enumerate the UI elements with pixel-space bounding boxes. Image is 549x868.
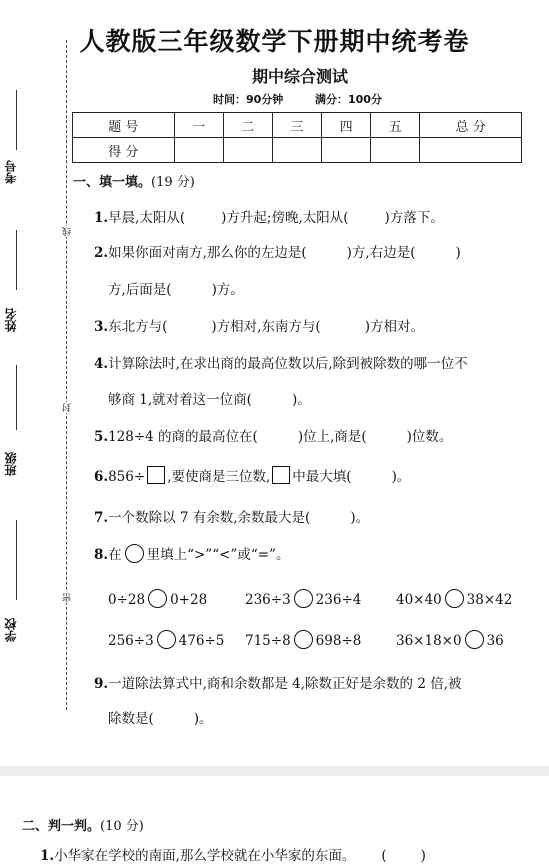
expr-right: 36 <box>486 633 504 649</box>
judge-question-1 <box>40 844 426 864</box>
question-text: 如果你面对南方,那么你的左边是( <box>108 245 307 261</box>
binding-strip <box>0 0 72 766</box>
time-value: 90分钟 <box>246 93 284 106</box>
question-text: 一道除法算式中,商和余数都是 4,除数正好是余数的 2 倍,被 <box>108 676 462 692</box>
question-text: 小华家在学校的南面,那么学校就在小华家的东面。 <box>54 848 356 864</box>
cut-mark-line: 线 <box>63 227 73 236</box>
question-text: )。 <box>291 392 311 408</box>
question-text: 在 <box>108 547 122 563</box>
compare-item <box>108 589 207 608</box>
exam-title: 人教版三年级数学下册期中统考卷 <box>79 27 470 56</box>
score-label: 满分： <box>315 93 348 106</box>
question-5 <box>94 425 452 445</box>
expr-left: 36×18×0 <box>396 633 462 649</box>
compare-circle[interactable] <box>294 589 313 608</box>
field-school: 学校 <box>4 618 18 642</box>
section2-points: (10 分) <box>100 819 144 834</box>
question-4 <box>94 352 468 372</box>
expr-right: 0+28 <box>170 592 208 608</box>
expr-right: 698÷8 <box>315 633 362 649</box>
question-number: 1. <box>40 848 55 864</box>
question-text: 中最大填( <box>292 469 352 485</box>
expr-left: 0÷28 <box>108 592 146 608</box>
section2-title: 二、判一判。 <box>22 819 101 834</box>
score-header-cell: 总 分 <box>420 113 522 138</box>
question-8 <box>94 543 289 563</box>
question-number: 6. <box>94 469 109 485</box>
question-number: 1. <box>94 210 109 226</box>
question-text: 里填上“>”“<”或“=”。 <box>146 547 290 563</box>
question-text: ( <box>381 848 387 864</box>
question-text: )方相对,东南方与( <box>211 319 321 335</box>
compare-circle[interactable] <box>157 630 176 649</box>
question-text: )。 <box>350 510 370 526</box>
exam-full-score <box>315 91 382 107</box>
question-number: 9. <box>94 676 109 692</box>
section1-title: 一、填一填。 <box>73 175 152 190</box>
score-header-cell: 五 <box>371 113 420 138</box>
question-number: 5. <box>94 429 109 445</box>
compare-item <box>108 630 224 649</box>
question-2-cont <box>108 278 244 298</box>
expr-left: 256÷3 <box>108 633 154 649</box>
question-text: )。 <box>391 469 411 485</box>
cut-mark-secret: 密 <box>63 593 73 602</box>
question-number: 2. <box>94 245 109 261</box>
question-number: 8. <box>94 547 109 563</box>
compare-circle[interactable] <box>465 630 484 649</box>
question-text: )方落下。 <box>384 210 444 226</box>
question-text: ) <box>455 245 461 261</box>
field-line <box>16 90 17 150</box>
compare-item <box>245 589 361 608</box>
question-text: )方升起;傍晚,太阳从( <box>221 210 349 226</box>
field-name: 姓名 <box>4 308 18 332</box>
field-line <box>16 230 17 290</box>
question-text: 除数是( <box>108 711 154 727</box>
score-table-header-row <box>73 113 522 138</box>
score-value: 100分 <box>348 93 382 106</box>
question-text: )方相对。 <box>364 319 424 335</box>
question-text: )方。 <box>211 282 244 298</box>
score-cell[interactable] <box>174 138 223 163</box>
expr-left: 236÷3 <box>245 592 291 608</box>
score-table-row <box>73 138 522 163</box>
exam-time <box>213 91 283 107</box>
question-text: 计算除法时,在求出商的最高位数以后,除到被除数的哪一位不 <box>108 356 468 372</box>
question-text: 一个数除以 7 有余数,余数最大是( <box>108 510 311 526</box>
compare-item <box>396 630 504 649</box>
question-7 <box>94 506 369 526</box>
score-header-cell: 一 <box>174 113 223 138</box>
question-text: 东北方与( <box>108 319 168 335</box>
compare-circle[interactable] <box>148 589 167 608</box>
field-line <box>16 365 17 430</box>
exam-subtitle: 期中综合测试 <box>251 67 348 86</box>
section2-heading <box>22 815 144 834</box>
score-cell[interactable] <box>322 138 371 163</box>
question-text: ,要使商是三位数, <box>167 469 271 485</box>
compare-item <box>396 589 512 608</box>
question-text: 够商 1,就对着这一位商( <box>108 392 252 408</box>
question-number: 4. <box>94 356 109 372</box>
expr-left: 40×40 <box>396 592 442 608</box>
score-header-cell: 二 <box>223 113 272 138</box>
answer-box[interactable] <box>147 466 165 484</box>
field-exam-number: 考号 <box>4 160 18 184</box>
question-number: 7. <box>94 510 109 526</box>
question-9-cont <box>108 707 213 727</box>
compare-circle[interactable] <box>445 589 464 608</box>
cut-mark-seal: 封 <box>63 403 73 412</box>
section1-heading <box>73 171 195 190</box>
question-number: 3. <box>94 319 109 335</box>
score-cell[interactable] <box>420 138 522 163</box>
question-9 <box>94 672 462 692</box>
score-row-label: 得 分 <box>73 138 175 163</box>
score-cell[interactable] <box>223 138 272 163</box>
answer-box-ref <box>272 466 290 484</box>
question-text: )位数。 <box>406 429 453 445</box>
score-cell[interactable] <box>371 138 420 163</box>
expr-left: 715÷8 <box>245 633 291 649</box>
question-text: 方,后面是( <box>108 282 172 298</box>
time-label: 时间： <box>213 93 246 106</box>
compare-circle[interactable] <box>294 630 313 649</box>
expr-right: 476÷5 <box>178 633 225 649</box>
question-6 <box>94 465 410 485</box>
score-table <box>72 112 522 163</box>
section1-points: (19 分) <box>151 175 195 190</box>
score-header-cell: 三 <box>272 113 321 138</box>
field-line <box>16 520 17 600</box>
question-text: )位上,商是( <box>297 429 367 445</box>
question-2 <box>94 241 461 261</box>
question-text: )。 <box>193 711 213 727</box>
question-text: ) <box>420 848 426 864</box>
expr-right: 236÷4 <box>315 592 362 608</box>
expr-right: 38×42 <box>466 592 513 608</box>
field-class: 班级 <box>4 452 18 476</box>
question-1 <box>94 206 444 226</box>
question-text: 128÷4 的商的最高位在( <box>108 429 258 445</box>
score-cell[interactable] <box>272 138 321 163</box>
question-4-cont <box>108 388 311 408</box>
question-text: 856÷ <box>108 469 146 485</box>
question-3 <box>94 315 424 335</box>
question-text: 早晨,太阳从( <box>108 210 186 226</box>
question-text: )方,右边是( <box>346 245 416 261</box>
compare-item <box>245 630 361 649</box>
compare-circle-sample <box>125 544 144 563</box>
score-header-cell: 四 <box>322 113 371 138</box>
score-header-cell: 题 号 <box>73 113 175 138</box>
seal-line <box>66 40 67 710</box>
